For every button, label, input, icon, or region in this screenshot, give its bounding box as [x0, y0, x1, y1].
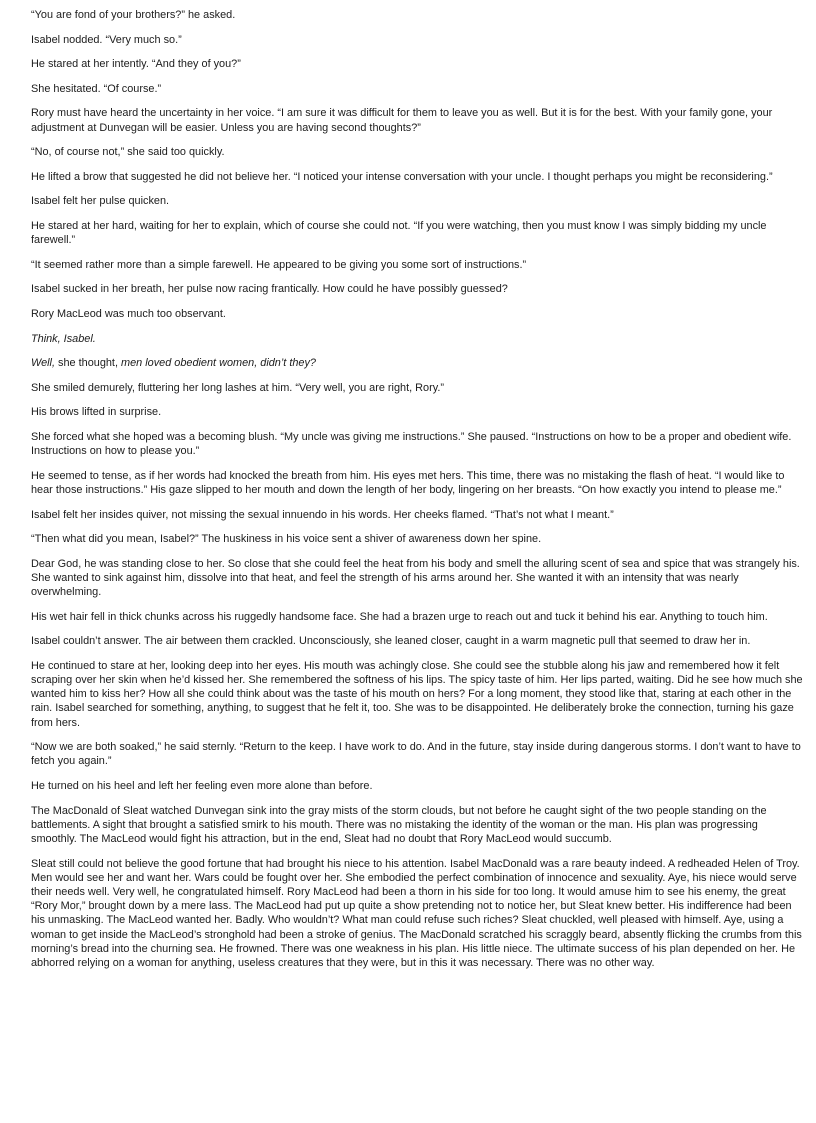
italic-thought: Think, Isabel.	[31, 332, 96, 345]
paragraph-17: She forced what she hoped was a becoming blush. “My uncle was giving me instructions.” She paused. “Instructions on how to be a proper and obedient wife. Instructions on how to please you.”	[31, 430, 792, 458]
italic-thought: men loved obedient women, didn’t they?	[121, 357, 316, 370]
narration-fragment: she thought,	[55, 357, 122, 370]
paragraph-18: He seemed to tense, as if her words had knocked the breath from him. His eyes met hers. This time, there was no mistaking the flash of heat. “I would like to hear those instructions.” His gaze slipped to her mouth and down the length of her body, lingering on her breasts. “On how exactly you intend to please me.”	[31, 469, 785, 496]
paragraph-24: He continued to stare at her, looking deep into her eyes. His mouth was achingly close. She could see the stubble along his jaw and remembered how it felt scraping over her skin when he’d kissed her. She remembered the softness of his lips. The spicy taste of him. Her lips parted, waiting. Did he see how much she wanted him to kiss her? How all she could think about was the taste of his mouth on hers? For a long moment, they stood like that, staring at each other in the rain. Isabel searched for something, anything, to suggest that he felt it, too. She was to be disappointed. He deliberately broke the connection, turning his gaze from hers.	[31, 659, 803, 729]
paragraph-27: The MacDonald of Sleat watched Dunvegan sink into the gray mists of the storm clouds, but not before he caught sight of the two people standing on the battlements. A sight that brought a satisfied smirk to his mouth. There was no mistaking the identity of the woman or the man. His plan was progressing smoothly. The MacLeod would fight his attraction, but in the end, Sleat had no doubt that Rory MacLeod would succumb.	[31, 804, 767, 846]
paragraph-25: “Now we are both soaked,” he said sternly. “Return to the keep. I have work to do. And in the future, stay inside during dangerous storms. I don’t want to have to fetch you again.”	[31, 741, 801, 768]
paragraph-12: Rory MacLeod was much too observant.	[31, 307, 226, 320]
paragraph-15: She smiled demurely, fluttering her long lashes at him. “Very well, you are right, Rory.”	[31, 381, 445, 394]
paragraph-9: He stared at her hard, waiting for her to explain, which of course she could not. “If you were watching, then you must know I was simply bidding my uncle farewell.”	[31, 219, 767, 247]
paragraph-7: He lifted a brow that suggested he did not believe her. “I noticed your intense conversation with your uncle. I thought perhaps you might be reconsidering.”	[31, 170, 773, 183]
paragraph-13	[31, 332, 806, 346]
italic-word: Well,	[31, 357, 56, 370]
paragraph-21: Dear God, he was standing close to her. So close that she could feel the heat from his body and smell the alluring scent of sea and spice that was strangely his. She wanted to sink against him, dissolve into that heat, and feel the strength of his arms around her. She wanted it with an intensity that was nearly overwhelming.	[31, 557, 800, 599]
paragraph-26: He turned on his heel and left her feeling even more alone than before.	[31, 780, 373, 793]
paragraph-10: “It seemed rather more than a simple farewell. He appeared to be giving you some sort of instructions.”	[31, 258, 527, 271]
paragraph-6: “No, of course not,” she said too quickly.	[31, 146, 225, 159]
paragraph-20: “Then what did you mean, Isabel?” The huskiness in his voice sent a shiver of awareness down her spine.	[31, 533, 542, 546]
paragraph-19: Isabel felt her insides quiver, not missing the sexual innuendo in his words. Her cheeks flamed. “That’s not what I meant.”	[31, 508, 614, 521]
paragraph-11: Isabel sucked in her breath, her pulse now racing frantically. How could he have possibly guessed?	[31, 283, 508, 296]
paragraph-4: She hesitated. “Of course.”	[31, 82, 162, 95]
paragraph-22: His wet hair fell in thick chunks across his ruggedly handsome face. She had a brazen urge to reach out and tuck it behind his ear. Anything to touch him.	[31, 610, 768, 623]
paragraph-23: Isabel couldn’t answer. The air between them crackled. Unconsciously, she leaned closer, caught in a warm magnetic pull that seemed to draw her in.	[31, 635, 751, 648]
paragraph-16: His brows lifted in surprise.	[31, 406, 162, 419]
paragraph-5: Rory must have heard the uncertainty in her voice. “I am sure it was difficult for them to leave you as well. But it is for the best. With your family gone, your adjustment at Dunvegan will be easier. Unless you are having second thoughts?”	[31, 107, 773, 134]
paragraph-8: Isabel felt her pulse quicken.	[31, 195, 170, 208]
paragraph-1: “You are fond of your brothers?” he asked.	[31, 9, 236, 21]
paragraph-28: Sleat still could not believe the good fortune that had brought his niece to his attention. Isabel MacDonald was a rare beauty indeed. A redheaded Helen of Troy. Men would see her and want her. Wars could be fought over her. She embodied the perfect combination of innocence and sexuality. Aye, his niece would serve their needs well. Very well, he congratulated himself. Rory MacLeod had been a thorn in his side for too long. It would amuse him to see his enemy, the great “Rory Mor,” brought down by a mere lass. The MacLeod had put up quite a show pretending not to notice her, but Sleat knew better. His indifference had been his unmasking. The MacLeod wanted her. Badly. Who wouldn’t? What man could refuse such riches? Sleat chuckled, well pleased with himself. Aye, using a woman to get inside the MacLeod’s stronghold had been a stroke of genius. The MacDonald scratched his scraggly beard, absently flicking the crumbs from this morning’s bread into the churning sea. He frowned. There was one weakness in his plan. His little niece. The ultimate success of his plan depended on her. He abhorred relying on a woman for anything, useless creatures that they were, but in this it was necessary. There was no other way.	[31, 857, 802, 970]
paragraph-3: He stared at her intently. “And they of you?”	[31, 58, 241, 71]
paragraph-2: Isabel nodded. “Very much so.”	[31, 33, 182, 46]
paragraph-14	[31, 356, 806, 370]
